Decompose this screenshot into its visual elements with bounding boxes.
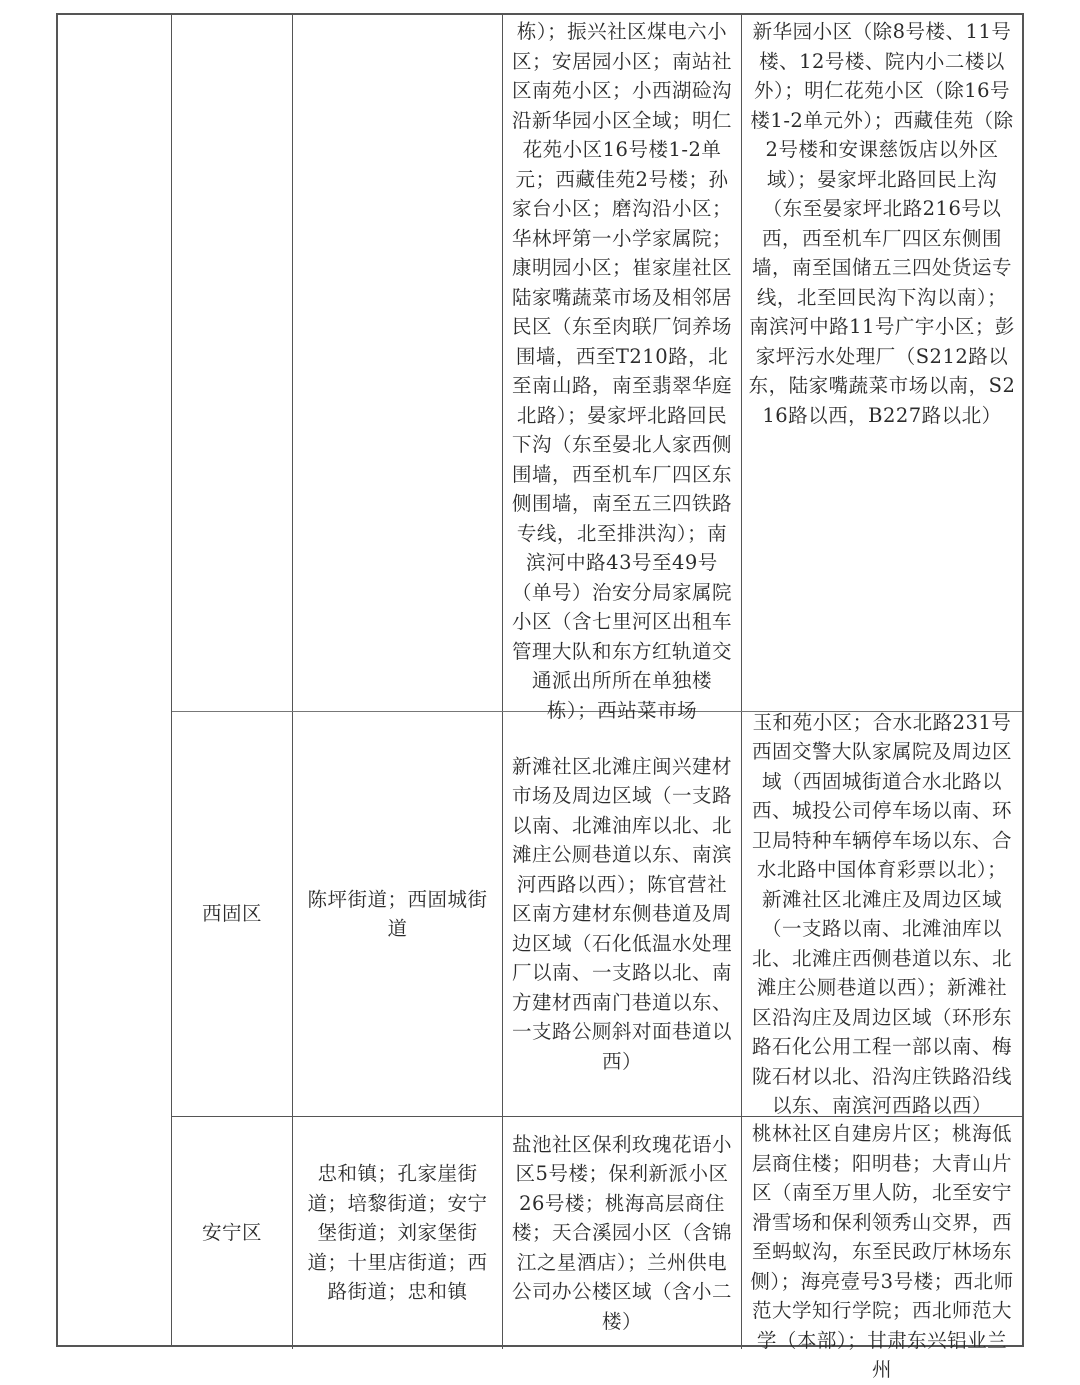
high-risk-areas: 新滩社区北滩庄闽兴建材市场及周边区域（一支路以南、北滩油库以北、北滩庄公厕巷道以东、南滨河西路以西）；陈官营社区南方建材东侧巷道及周边区域（石化低温水处理厂以南、一支路以北、南方建材西南门巷道以东、一支路公厕斜对面巷道以西） [511, 754, 732, 1073]
street-cell [293, 1117, 503, 1349]
low-risk-areas: 新华园小区（除8号楼、11号楼、12号楼、院内小二楼以外）；明仁花苑小区（除16号楼1-2单元外）；西藏佳苑（除2号楼和安课慈饭店以外区域）；晏家坪北路回民上沟（东至晏家坪北路216号以西，西至机车厂四区东侧围墙，南至国储五三四处货运专线，北至回民沟下沟以南）；南滨河中路11号广宇小区；彭家坪污水处理厂（S212路以东，陆家嘴蔬菜市场以南，S216路以西，B227路以北） [748, 20, 1016, 427]
high-risk-areas: 盐池社区保利玫瑰花语小区5号楼；保利新派小区26号楼；桃海高层商住楼；天合溪园小区（含锦江之星酒店）；兰州供电公司办公楼区域（含小二楼） [511, 1132, 732, 1333]
street-cell [293, 15, 503, 711]
table-row [172, 712, 1022, 1117]
street-list: 陈坪街道；西固城街道 [307, 887, 488, 940]
table-row [172, 15, 1022, 722]
street-list: 忠和镇；孔家崖街道；培黎街道；安宁堡街道；刘家堡街道；十里店街道；西路街道；忠和镇 [307, 1162, 488, 1304]
district-cell [172, 712, 293, 1116]
high-risk-cell [503, 15, 742, 722]
low-risk-areas: 玉和苑小区；合水北路231号西固交警大队家属院及周边区域（西固城街道合水北路以西、城投公司停车场以南、环卫局特种车辆停车场以东、合水北路中国体育彩票以北）；新滩社区北滩庄及周边区域（一支路以南、北滩油库以北、北滩庄西侧巷道以东、北滩庄公厕巷道以西）；新滩社区沿沟庄及周边区域（环形东路石化公用工程一部以南、梅陇石材以北、沿沟庄铁路沿线以东、南滨河西路以西） [751, 710, 1012, 1117]
district-name: 安宁区 [201, 1221, 262, 1245]
city-column-cell [58, 15, 172, 1345]
low-risk-cell [742, 712, 1022, 1116]
low-risk-cell [742, 15, 1022, 711]
high-risk-cell [503, 1117, 742, 1349]
street-cell [293, 712, 503, 1116]
low-risk-cell [742, 1117, 1022, 1381]
district-name: 西固区 [201, 902, 262, 926]
district-cell [172, 15, 293, 711]
district-cell [172, 1117, 293, 1349]
low-risk-areas: 桃林社区自建房片区；桃海低层商住楼；阳明巷；大青山片区（南至万里人防，北至安宁滑雪场和保利领秀山交界，西至蚂蚁沟，东至民政厅林场东侧）；海亮壹号3号楼；西北师范大学知行学院；西北师范大学（本部）；甘肃东兴铝业兰州 [750, 1122, 1014, 1381]
high-risk-cell [503, 712, 742, 1116]
high-risk-areas: 栋）；振兴社区煤电六小区；安居园小区；南站社区南苑小区；小西湖硷沟沿新华园小区全域；明仁花苑小区16号楼1-2单元；西藏佳苑2号楼；孙家台小区；磨沟沿小区；华林坪第一小学家属院；康明园小区；崔家崖社区陆家嘴蔬菜市场及相邻居民区（东至肉联厂饲养场围墙，西至T210路，北至南山路，南至翡翠华庭北路）；晏家坪北路回民下沟（东至晏北人家西侧围墙，西至机车厂四区东侧围墙，南至五三四铁路专线，北至排洪沟）；南滨河中路43号至49号（单号）治安分局家属院小区（含七里河区出租车管理大队和东方红轨道交通派出所所在单独楼栋）；西站菜市场 [511, 20, 732, 722]
table-row [172, 1117, 1022, 1381]
risk-area-table [56, 13, 1024, 1381]
